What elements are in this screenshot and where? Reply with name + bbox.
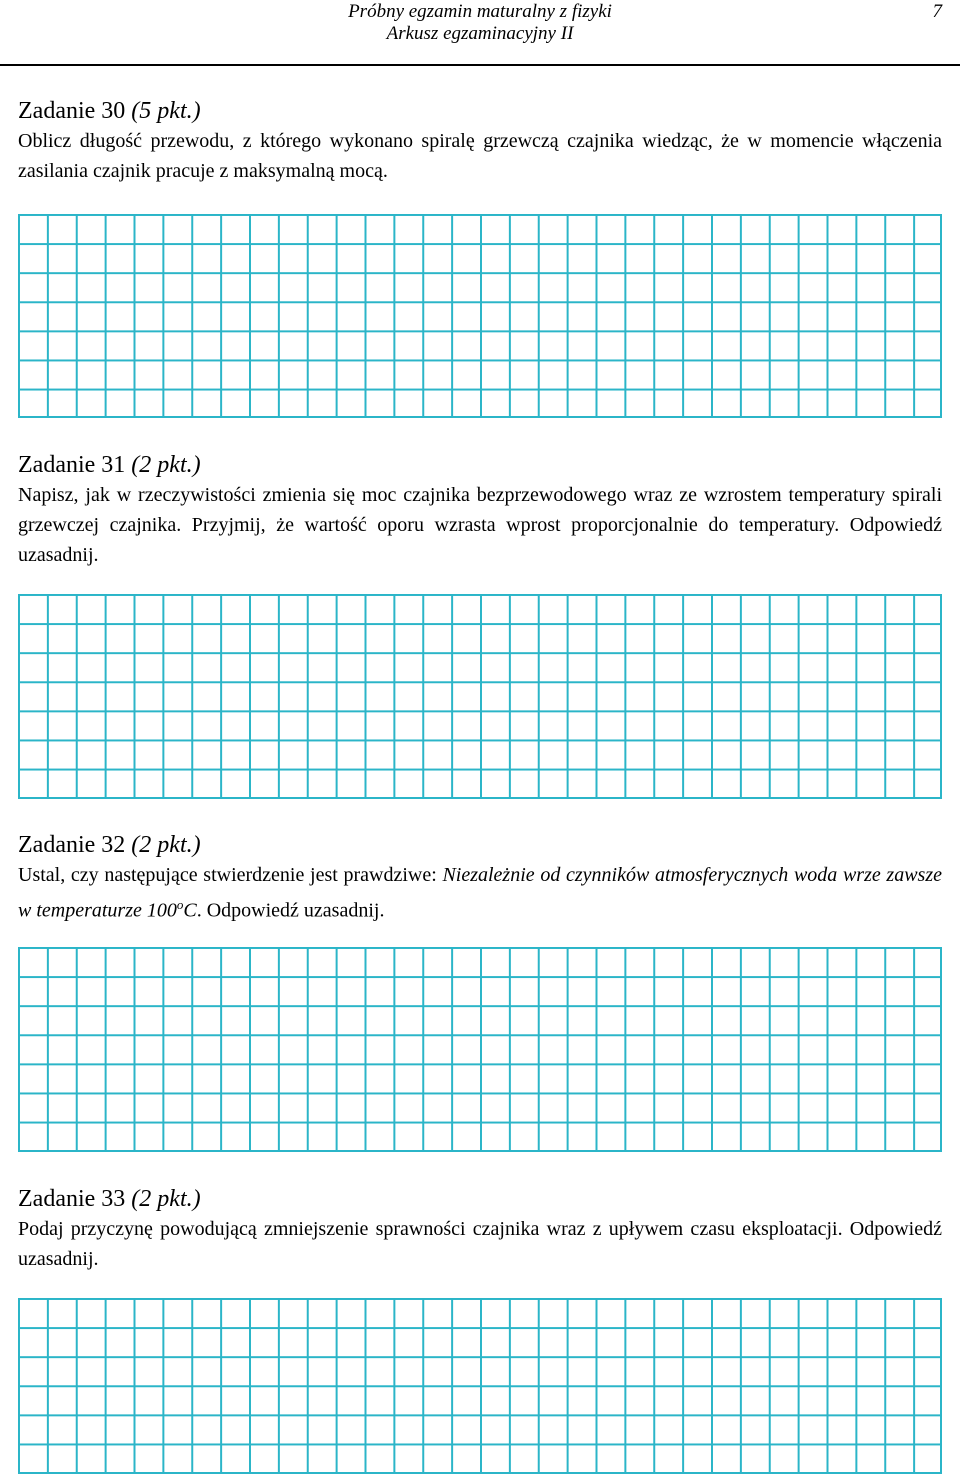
question-text: Ustal, czy następujące stwierdzenie jest prawdziwe: (18, 864, 443, 886)
task-points: (2 pkt.) (131, 832, 201, 858)
degree-superscript: o (176, 897, 184, 912)
task-question (18, 860, 942, 926)
header-exam-title: Próbny egzamin maturalny z fizyki (348, 1, 612, 22)
task-title (18, 450, 942, 480)
answer-grid-task-32[interactable] (18, 947, 942, 1152)
header-divider (0, 64, 960, 66)
task-points: (5 pkt.) (131, 98, 201, 124)
task-31 (18, 450, 942, 570)
temperature-unit: C (183, 899, 197, 922)
task-number: Zadanie 30 (18, 98, 126, 124)
header-sheet-title: Arkusz egzaminacyjny II (386, 23, 574, 44)
answer-grid-task-31[interactable] (18, 594, 942, 799)
task-32 (18, 830, 942, 926)
task-number: Zadanie 33 (18, 1186, 126, 1212)
page-number: 7 (932, 1, 942, 22)
task-title (18, 830, 942, 860)
answer-grid-task-33[interactable] (18, 1298, 942, 1474)
answer-grid-task-30[interactable] (18, 214, 942, 418)
task-number: Zadanie 32 (18, 832, 126, 858)
task-points: (2 pkt.) (131, 1186, 201, 1212)
task-title (18, 96, 942, 126)
task-33 (18, 1184, 942, 1274)
task-points: (2 pkt.) (131, 452, 201, 478)
task-number: Zadanie 31 (18, 452, 126, 478)
task-title (18, 1184, 942, 1214)
page-header (0, 0, 960, 66)
task-question: Napisz, jak w rzeczywistości zmienia się moc czajnika bezprzewodowego wraz ze wzrostem temperatury spirali grzewczej czajnika. Przyjmij, że wartość oporu wzrasta wprost proporcjonalnie do temperatury. Odpowiedź uzasadnij. (18, 484, 942, 566)
task-question: Podaj przyczynę powodującą zmniejszenie sprawności czajnika wraz z upływem czasu eksploatacji. Odpowiedź uzasadnij. (18, 1218, 942, 1270)
statement-text: Niezależnie od czynników atmosferycznych woda wrze zawsze w temperaturze 100 (18, 864, 942, 922)
question-suffix: . Odpowiedź uzasadnij. (196, 899, 385, 922)
task-30 (18, 96, 942, 186)
task-question: Oblicz długość przewodu, z którego wykonano spiralę grzewczą czajnika wiedząc, że w momencie włączenia zasilania czajnik pracuje z maksymalną mocą. (18, 130, 942, 182)
